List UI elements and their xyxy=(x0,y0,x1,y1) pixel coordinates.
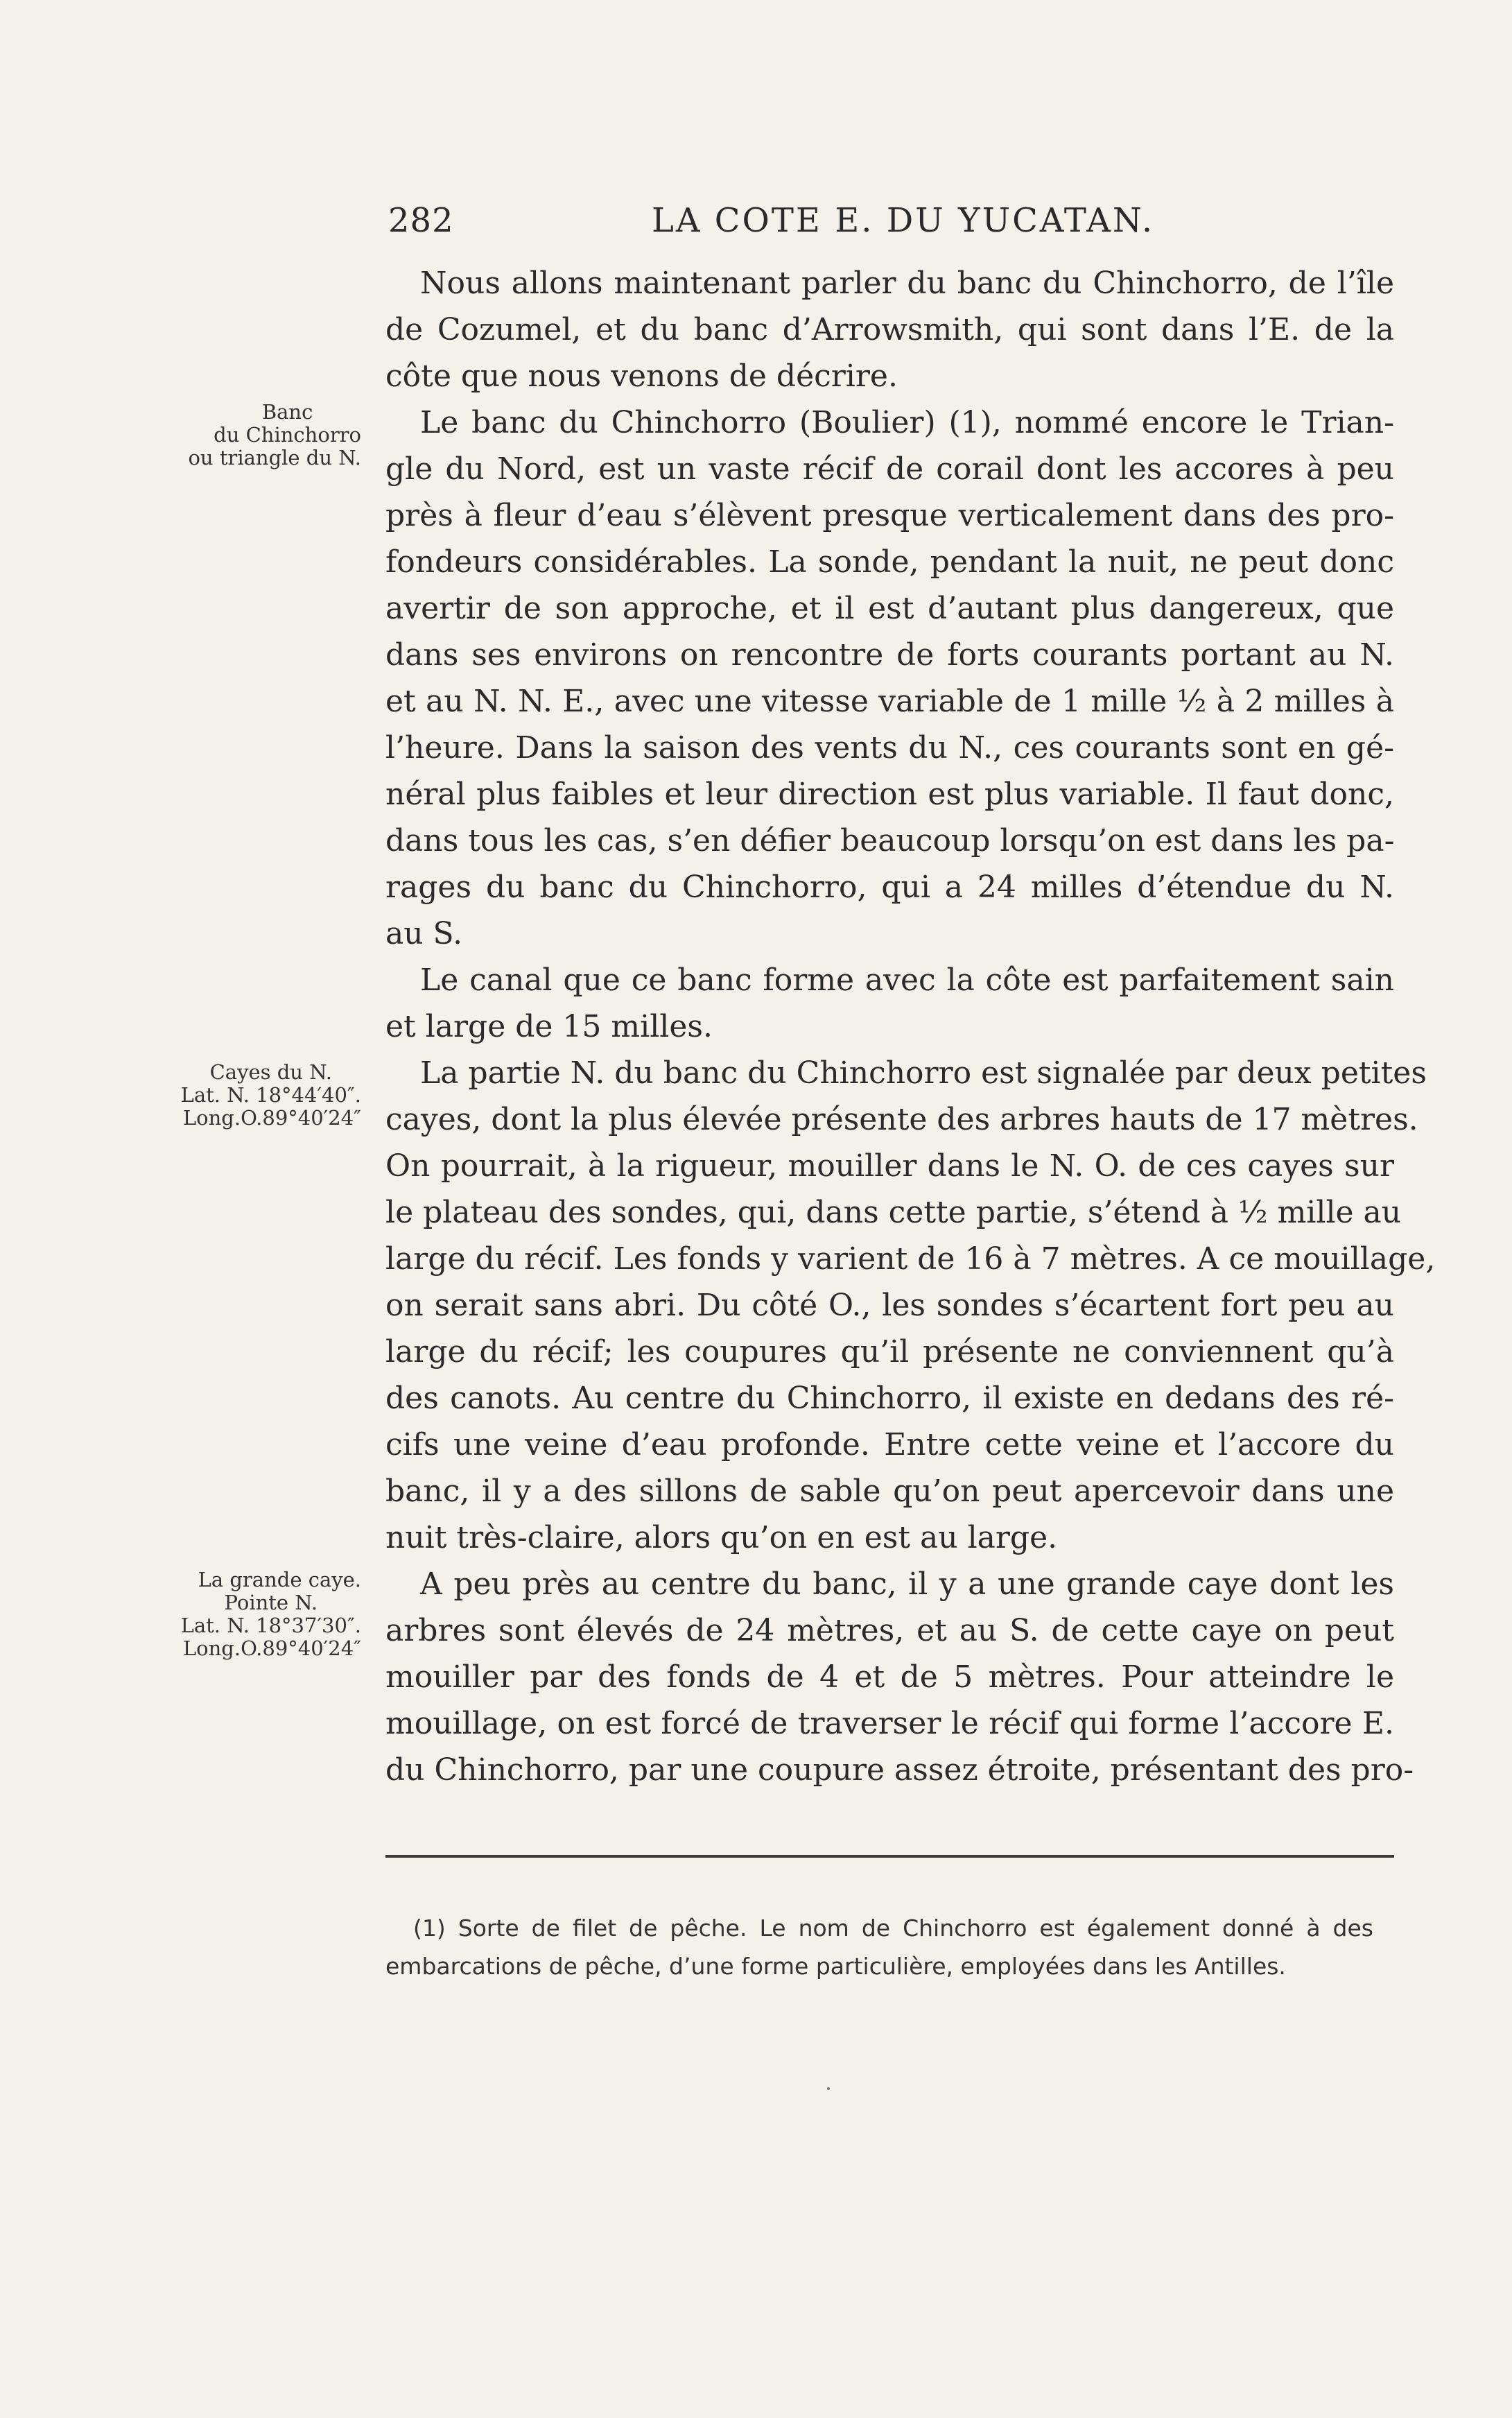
text-line: La partie N. du banc du Chinchorro est signalée par deux petites xyxy=(420,1055,1427,1091)
text-line: gle du Nord, est un vaste récif de corail dont les accores à peu xyxy=(385,451,1394,487)
running-head-title: LA COTE E. DU YUCATAN. xyxy=(652,201,1155,240)
margin-note-line: Pointe N. xyxy=(224,1591,318,1614)
margin-note-line: du Chinchorro xyxy=(214,423,361,447)
text-line: l’heure. Dans la saison des vents du N., ces courants sont en gé- xyxy=(385,730,1394,766)
margin-note-banc xyxy=(186,401,361,469)
text-line: et large de 15 milles. xyxy=(385,1009,713,1044)
text-line: Le canal que ce banc forme avec la côte est parfaitement sain xyxy=(420,962,1394,998)
margin-note-line: Lat. N. 18°37′30″. xyxy=(180,1614,361,1637)
text-line: cayes, dont la plus élevée présente des arbres hauts de 17 mètres. xyxy=(385,1102,1418,1137)
text-line: des canots. Au centre du Chinchorro, il existe en dedans des ré- xyxy=(385,1381,1394,1416)
text-line: avertir de son approche, et il est d’autant plus dangereux, que xyxy=(385,591,1394,626)
text-line: Nous allons maintenant parler du banc du Chinchorro, de l’île xyxy=(420,266,1394,301)
text-line: A peu près au centre du banc, il y a une grande caye dont les xyxy=(420,1566,1394,1602)
text-line: on serait sans abri. Du côté O., les sondes s’écartent fort peu au xyxy=(385,1288,1394,1323)
footnote xyxy=(385,1909,1373,1985)
paper-speck xyxy=(827,2087,830,2090)
text-line: près à fleur d’eau s’élèvent presque verticalement dans des pro- xyxy=(385,498,1394,533)
text-line: cifs une veine d’eau profonde. Entre cette veine et l’accore du xyxy=(385,1427,1394,1462)
text-line: et au N. N. E., avec une vitesse variable de 1 mille ½ à 2 milles à xyxy=(385,684,1394,719)
margin-note-line: La grande caye. xyxy=(198,1568,361,1591)
text-line: néral plus faibles et leur direction est plus variable. Il faut donc, xyxy=(385,777,1394,812)
margin-note-line: Long.O.89°40′24″ xyxy=(182,1106,361,1130)
text-line: fondeurs considérables. La sonde, pendant la nuit, ne peut donc xyxy=(385,544,1394,580)
text-line: le plateau des sondes, qui, dans cette partie, s’étend à ½ mille au xyxy=(385,1195,1402,1230)
text-line: On pourrait, à la rigueur, mouiller dans le N. O. de ces cayes sur xyxy=(385,1148,1394,1184)
text-line: mouillage, on est forcé de traverser le récif qui forme l’accore E. xyxy=(385,1706,1394,1741)
text-line: arbres sont élevés de 24 mètres, et au S. de cette caye on peut xyxy=(385,1613,1394,1648)
page-number: 282 xyxy=(388,201,454,240)
margin-note-line: Lat. N. 18°44′40″. xyxy=(180,1083,361,1107)
text-line: banc, il y a des sillons de sable qu’on peut apercevoir dans une xyxy=(385,1474,1394,1509)
text-line: large du récif. Les fonds y varient de 16 à 7 mètres. A ce mouillage, xyxy=(385,1241,1436,1277)
text-line: dans ses environs on rencontre de forts courants portant au N. xyxy=(385,637,1394,673)
footnote-rule xyxy=(385,1855,1394,1858)
footnote-line: (1) Sorte de filet de pêche. Le nom de Chinchorro est également donné à des xyxy=(413,1915,1373,1942)
margin-note-grande-caye xyxy=(181,1569,361,1660)
text-line: au S. xyxy=(385,916,463,951)
footnote-line: embarcations de pêche, d’une forme particulière, employées dans les Antilles. xyxy=(385,1953,1286,1980)
margin-note-line: Long.O.89°40′24″ xyxy=(182,1637,361,1660)
text-line: dans tous les cas, s’en défier beaucoup lorsqu’on est dans les pa- xyxy=(385,823,1395,858)
text-line: côte que nous venons de décrire. xyxy=(385,359,898,394)
margin-note-line: Cayes du N. xyxy=(209,1060,332,1084)
text-line: Le banc du Chinchorro (Boulier) (1), nommé encore le Trian- xyxy=(420,405,1394,440)
running-head xyxy=(388,201,1393,250)
text-line: rages du banc du Chinchorro, qui a 24 milles d’étendue du N. xyxy=(385,870,1394,905)
text-line: du Chinchorro, par une coupure assez étroite, présentant des pro- xyxy=(385,1752,1414,1788)
text-line: de Cozumel, et du banc d’Arrowsmith, qui sont dans l’E. de la xyxy=(385,312,1394,347)
margin-note-line: Banc xyxy=(261,400,313,424)
body-text xyxy=(385,260,1436,1793)
margin-note-cayes xyxy=(181,1061,361,1130)
text-line: large du récif; les coupures qu’il présente ne conviennent qu’à xyxy=(385,1334,1394,1370)
text-line: mouiller par des fonds de 4 et de 5 mètres. Pour atteindre le xyxy=(385,1659,1394,1695)
margin-note-line: ou triangle du N. xyxy=(188,446,361,469)
text-line: nuit très-claire, alors qu’on en est au large. xyxy=(385,1520,1058,1555)
